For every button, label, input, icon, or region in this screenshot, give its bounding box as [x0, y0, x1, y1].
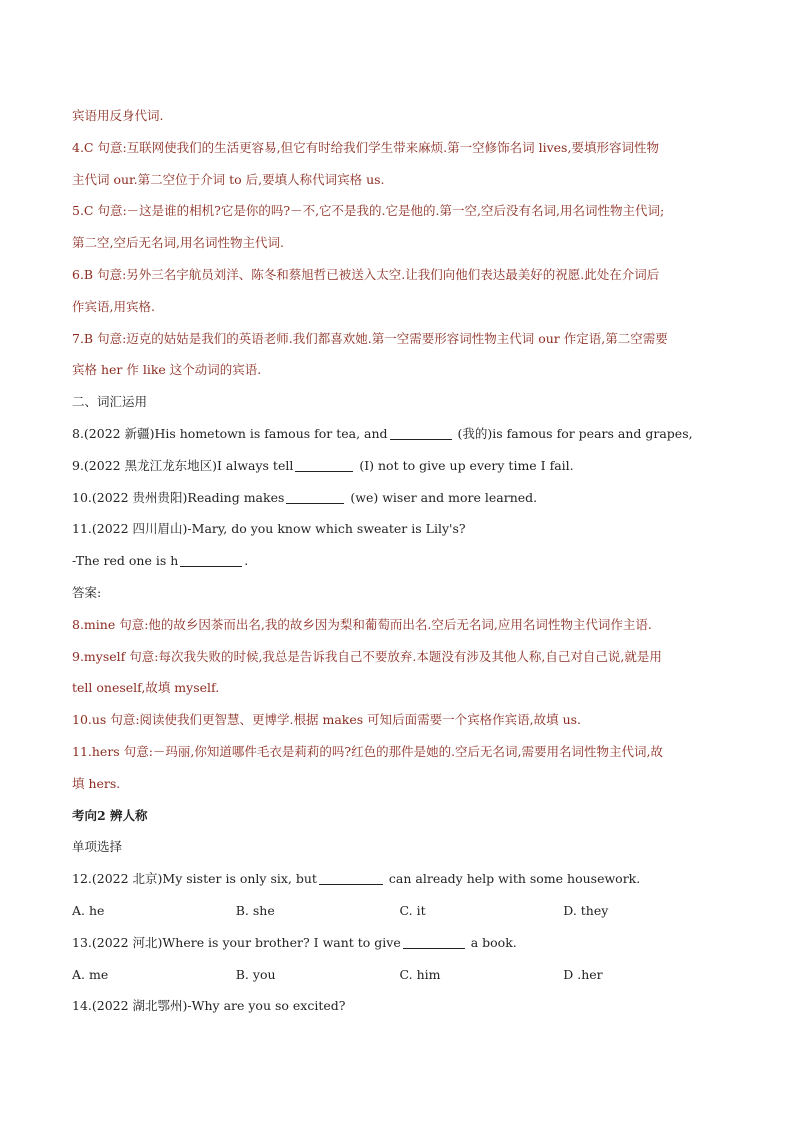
- explanation-line: 6.B 句意:另外三名宇航员刘洋、陈冬和蔡旭哲已被送入太空.让我们向他们表达最美好的祝愿.此处在介词后: [72, 266, 660, 282]
- question-10: 10.(2022 贵州贵阳)Reading makes (we) wiser and more learned.: [72, 489, 538, 505]
- section-title: 考向2 辨人称: [72, 807, 148, 823]
- explanation-line: 5.C 句意:－这是谁的相机?它是你的吗?－不,它不是我的.它是他的.第一空,空后没有名词,用名词性物主代词;: [72, 203, 665, 219]
- answer-label: 答案:: [72, 584, 102, 600]
- answer-blank: [390, 425, 452, 440]
- explanation-line: 作宾语,用宾格.: [72, 298, 155, 314]
- explanation-line: 宾格 her 作 like 这个动词的宾语.: [72, 362, 262, 378]
- answer-line: tell oneself,故填 myself.: [72, 680, 220, 696]
- question-12: 12.(2022 北京)My sister is only six, but can already help with some housework.: [72, 871, 641, 887]
- explanation-line: 7.B 句意:迈克的姑姑是我们的英语老师.我们都喜欢她.第一空需要形容词性物主代词 our 作定语,第二空需要: [72, 330, 668, 346]
- option-a[interactable]: A. me: [72, 966, 109, 982]
- answer-line: 8.mine 句意:他的故乡因茶而出名,我的故乡因为梨和葡萄而出名.空后无名词,应用名词性物主代词作主语.: [72, 616, 652, 632]
- option-c[interactable]: C. it: [399, 902, 426, 918]
- option-d[interactable]: D. they: [563, 902, 609, 918]
- question-12-options: [72, 895, 727, 927]
- answer-blank: [286, 489, 344, 504]
- question-8: 8.(2022 新疆)His hometown is famous for tea, and (我的)is famous for pears and grapes,: [72, 425, 693, 441]
- question-11-response: -The red one is h .: [72, 553, 249, 569]
- answer-line: 10.us 句意:阅读使我们更智慧、更博学.根据 makes 可知后面需要一个宾格作宾语,故填 us.: [72, 712, 582, 728]
- document-content: [72, 100, 727, 1022]
- answer-blank: [180, 552, 242, 567]
- question-13-options: [72, 959, 727, 991]
- question-9: 9.(2022 黑龙江龙东地区)I always tell (I) not to give up every time I fail.: [72, 457, 574, 473]
- explanation-line: 主代词 our.第二空位于介词 to 后,要填人称代词宾格 us.: [72, 171, 385, 187]
- question-14: 14.(2022 湖北鄂州)-Why are you so excited?: [72, 998, 346, 1014]
- answer-blank: [295, 457, 353, 472]
- option-b[interactable]: B. you: [235, 966, 276, 982]
- answer-line: 11.hers 句意:－玛丽,你知道哪件毛衣是莉莉的吗?红色的那件是她的.空后无名词,需要用名词性物主代词,故: [72, 743, 663, 759]
- section-heading-vocabulary: 二、词汇运用: [72, 394, 148, 410]
- explanation-line: 4.C 句意:互联网使我们的生活更容易,但它有时给我们学生带来麻烦.第一空修饰名词 lives,要填形容词性物: [72, 139, 659, 155]
- option-b[interactable]: B. she: [235, 902, 275, 918]
- answer-line: 9.myself 句意:每次我失败的时候,我总是告诉我自己不要放弃.本题没有涉及其他人称,自己对自己说,就是用: [72, 648, 662, 664]
- answer-line: 填 hers.: [72, 775, 121, 791]
- option-d[interactable]: D .her: [563, 966, 603, 982]
- explanation-line: 第二空,空后无名词,用名词性物主代词.: [72, 235, 284, 251]
- answer-blank: [319, 870, 383, 885]
- option-a[interactable]: A. he: [72, 902, 105, 918]
- option-c[interactable]: C. him: [399, 966, 441, 982]
- question-13: 13.(2022 河北)Where is your brother? I want to give a book.: [72, 934, 517, 950]
- answer-blank: [403, 934, 465, 949]
- section-subtitle: 单项选择: [72, 839, 123, 855]
- question-11: 11.(2022 四川眉山)-Mary, do you know which sweater is Lily's?: [72, 521, 466, 537]
- explanation-line: 宾语用反身代词.: [72, 108, 164, 123]
